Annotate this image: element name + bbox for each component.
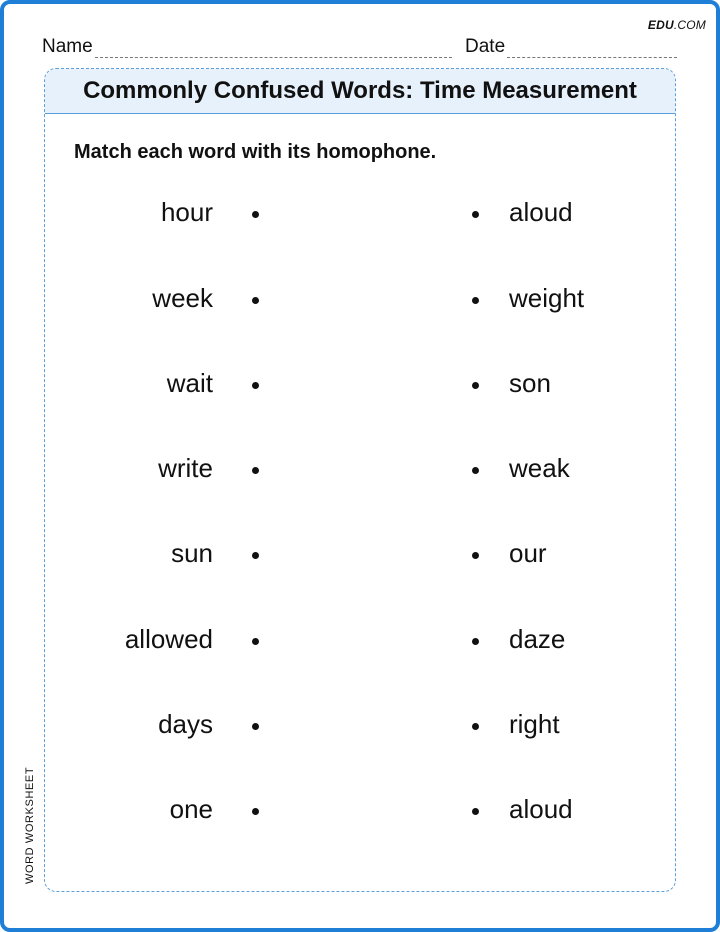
left-dot[interactable] [252,467,259,474]
left-word: one [169,794,213,824]
right-dot[interactable] [472,808,479,815]
match-row [45,794,675,834]
date-field[interactable] [465,36,677,58]
right-dot[interactable] [472,723,479,730]
match-row [45,283,675,323]
right-dot[interactable] [472,382,479,389]
match-row [45,197,675,237]
right-word: our [509,538,547,568]
left-dot[interactable] [252,211,259,218]
instruction-text: Match each word with its homophone. [74,141,437,163]
left-dot[interactable] [252,382,259,389]
brand-com: .COM [673,18,706,32]
side-label: WORD WORKSHEET [24,766,36,884]
left-word: days [158,709,213,739]
right-word: aloud [509,197,573,227]
left-dot[interactable] [252,723,259,730]
right-dot[interactable] [472,638,479,645]
right-dot[interactable] [472,467,479,474]
name-label: Name [42,36,93,57]
match-row [45,709,675,749]
match-row [45,368,675,408]
brand-logo [648,18,706,32]
right-dot[interactable] [472,552,479,559]
match-row [45,453,675,493]
left-dot[interactable] [252,297,259,304]
date-label: Date [465,36,506,57]
match-row [45,538,675,578]
left-word: hour [160,197,213,227]
left-word: wait [166,368,213,398]
right-word: weak [509,453,570,483]
right-dot[interactable] [472,297,479,304]
left-word: sun [171,538,213,568]
right-word: right [509,709,560,739]
left-dot[interactable] [252,638,259,645]
right-word: aloud [509,794,573,824]
name-field[interactable] [42,36,452,58]
brand-edu: EDU [647,18,674,32]
worksheet-title: Commonly Confused Words: Time Measurement [45,69,675,114]
date-blank-line[interactable] [507,39,677,58]
match-row [45,624,675,664]
left-dot[interactable] [252,808,259,815]
left-word: week [152,283,213,313]
left-dot[interactable] [252,552,259,559]
left-word: write [158,453,213,483]
right-word: daze [509,624,566,654]
right-word: son [509,368,551,398]
left-word: allowed [124,624,213,654]
worksheet-card [44,68,676,892]
right-word: weight [509,283,585,313]
right-dot[interactable] [472,211,479,218]
name-blank-line[interactable] [95,39,452,58]
